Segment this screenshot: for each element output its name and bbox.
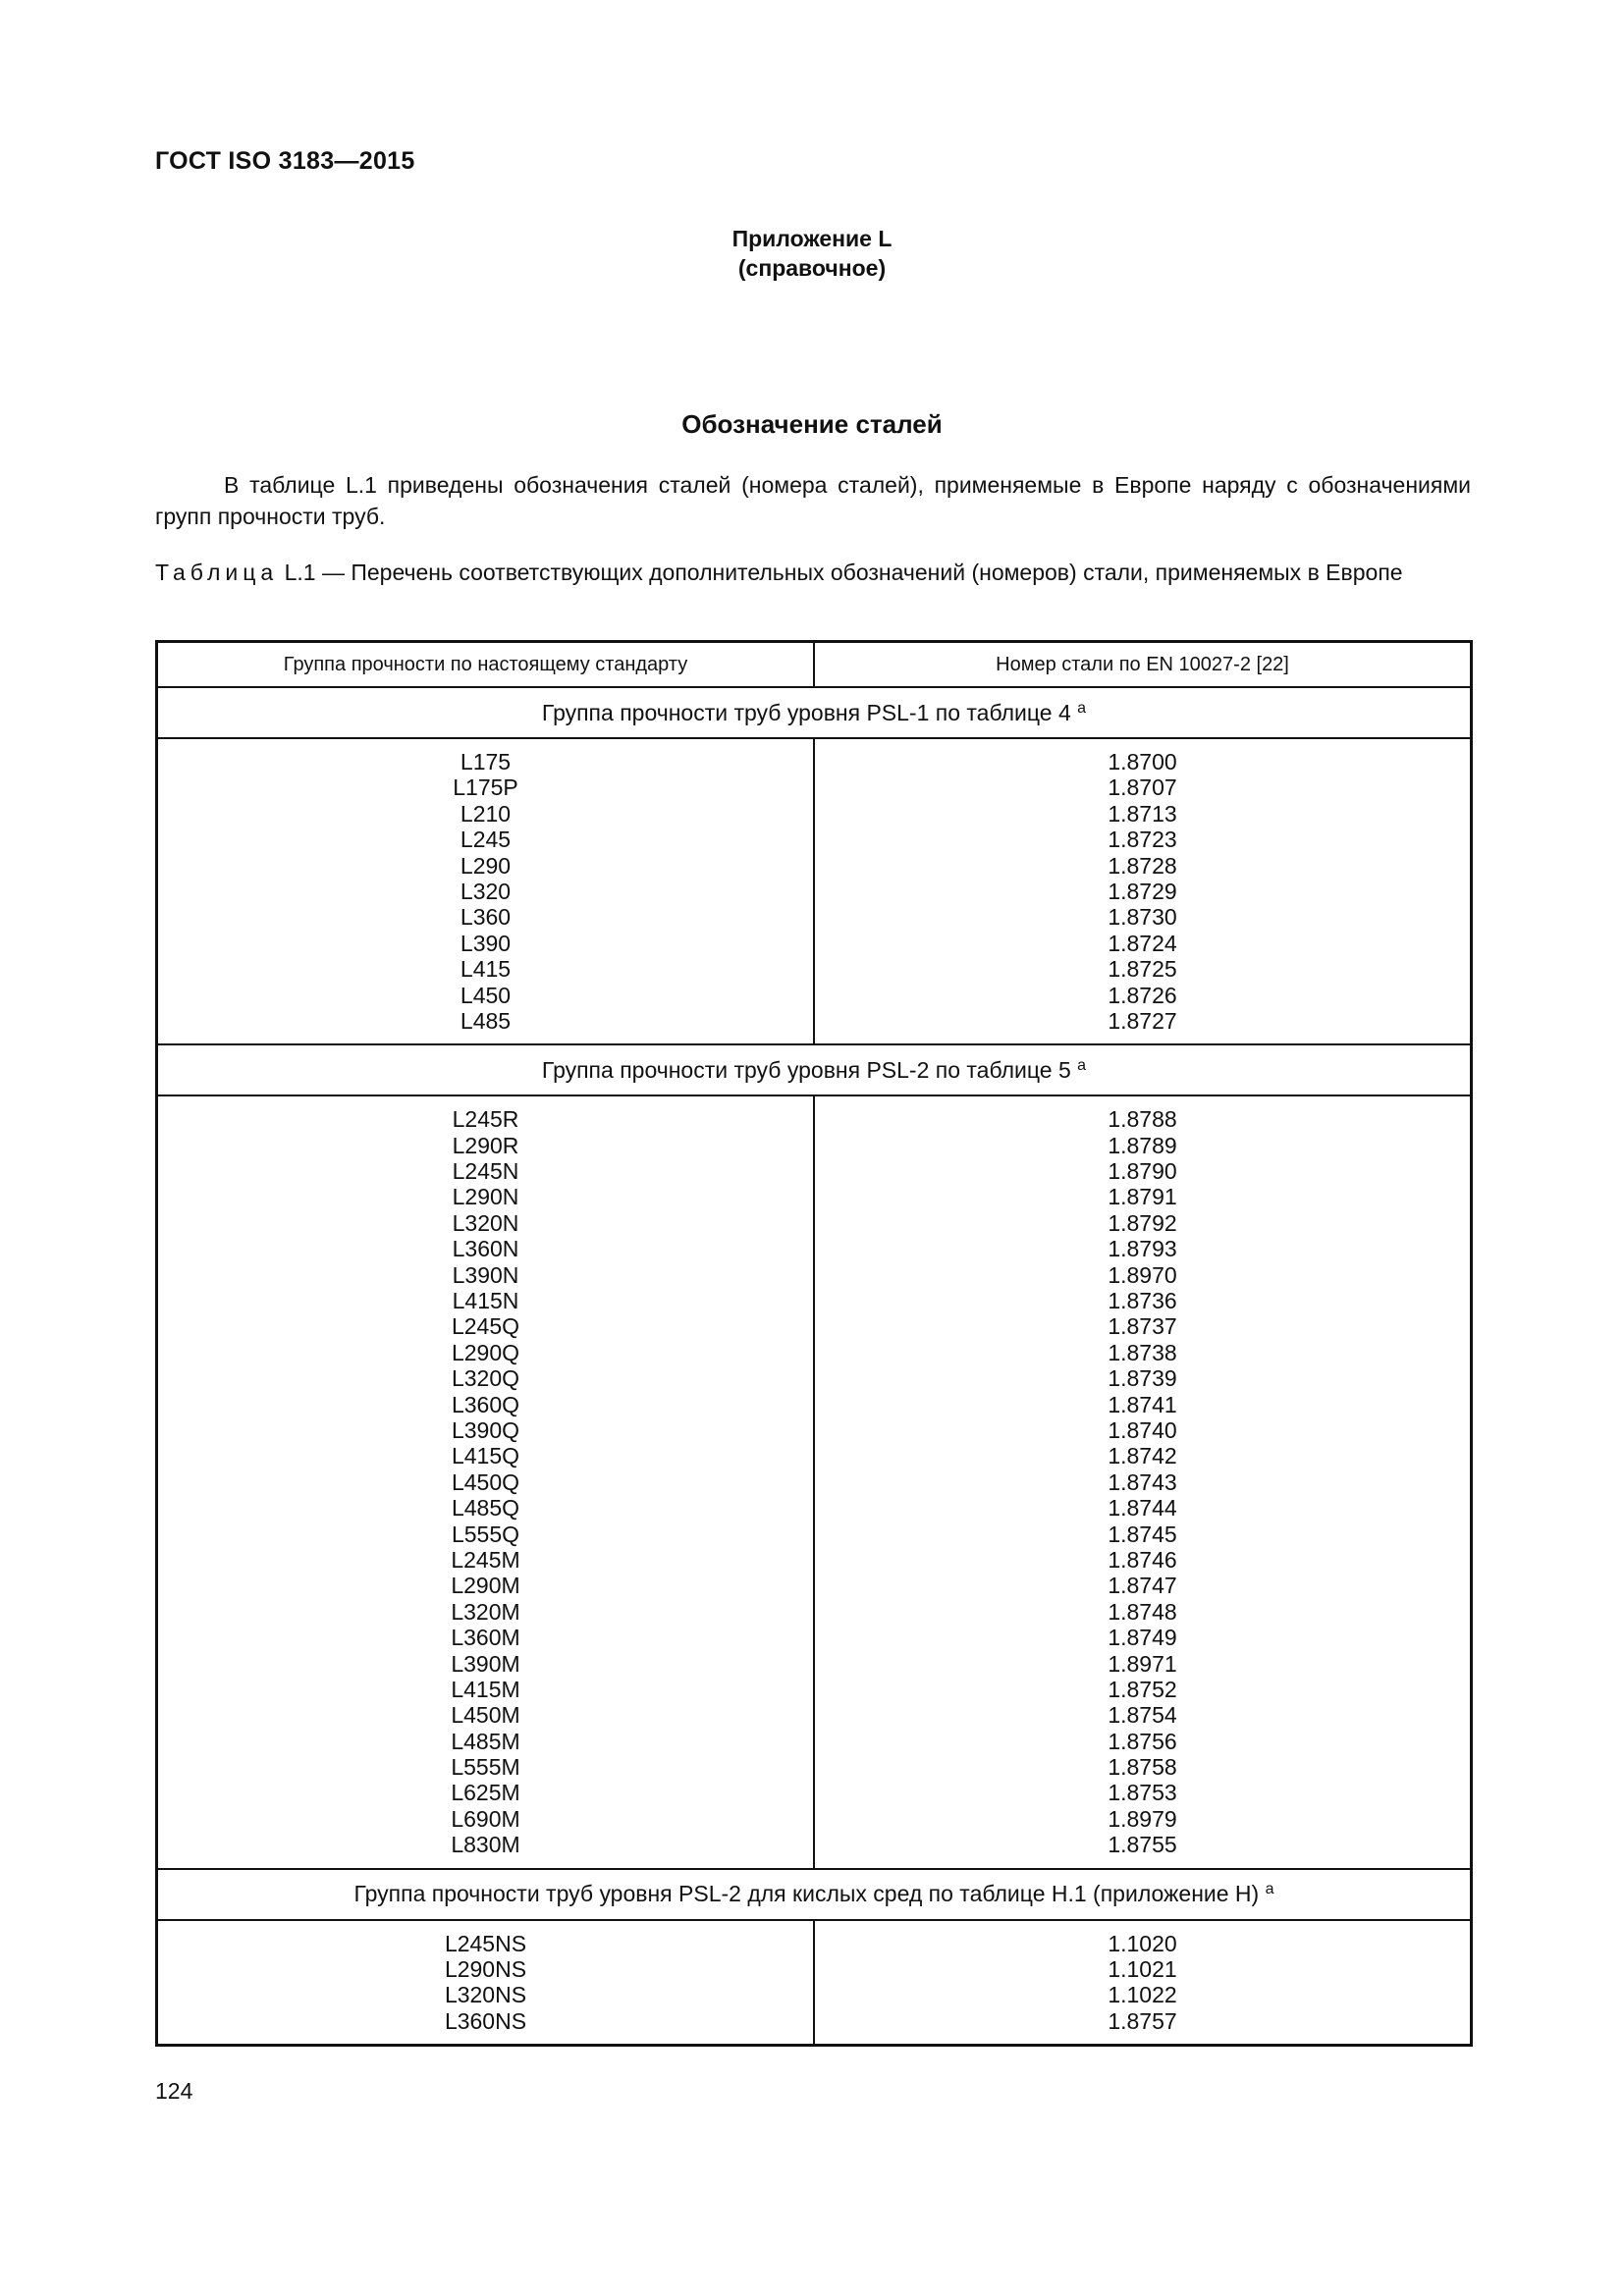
- strength-grade: L290M: [451, 1573, 520, 1599]
- strength-grade: L245M: [451, 1546, 520, 1573]
- strength-grade: L390M: [451, 1650, 520, 1677]
- group-heading-row: [157, 1044, 1472, 1095]
- intro-paragraph: [155, 469, 1471, 532]
- steel-number: 1.8755: [1108, 1832, 1177, 1858]
- steel-number: 1.1021: [1108, 1956, 1177, 1983]
- steel-number: 1.8746: [1108, 1546, 1177, 1573]
- strength-grade: L245: [460, 827, 512, 853]
- group-heading-text: Группа прочности труб уровня PSL-1 по таблице 4: [541, 699, 1071, 725]
- strength-grade: L245Q: [451, 1313, 520, 1340]
- strength-grade: L210: [460, 800, 512, 827]
- strength-grade: L360Q: [451, 1391, 520, 1417]
- steel-number: 1.8753: [1108, 1780, 1177, 1806]
- steel-number: 1.8752: [1108, 1676, 1177, 1702]
- strength-grade: L485: [460, 1007, 512, 1034]
- column-header-steel-number: Номер стали по EN 10027-2 [22]: [814, 642, 1472, 688]
- steel-number: 1.8742: [1108, 1443, 1177, 1469]
- steel-number: 1.8971: [1108, 1650, 1177, 1677]
- steel-number: 1.8707: [1108, 774, 1177, 801]
- group-data-row: [157, 1920, 1472, 2046]
- steel-number: 1.8724: [1108, 930, 1177, 956]
- group-heading: [157, 1869, 1472, 1920]
- steel-number: 1.8792: [1108, 1209, 1177, 1236]
- steel-number: 1.8738: [1108, 1339, 1177, 1365]
- strength-grade: L290N: [452, 1184, 519, 1210]
- steel-number: 1.8727: [1108, 1007, 1177, 1034]
- steel-number: 1.8723: [1108, 827, 1177, 853]
- steel-number: 1.1020: [1108, 1930, 1177, 1956]
- steel-number: 1.8790: [1108, 1158, 1177, 1185]
- table-caption: [155, 557, 1471, 588]
- strength-grade: L555Q: [451, 1521, 520, 1547]
- group-heading: [157, 1044, 1472, 1095]
- steel-number: 1.8740: [1108, 1416, 1177, 1443]
- strength-grade: L415Q: [451, 1443, 520, 1469]
- strength-grade: L175: [460, 749, 512, 774]
- steel-number: 1.8756: [1108, 1728, 1177, 1754]
- strength-grade: L175P: [453, 774, 518, 801]
- table-body: [157, 687, 1472, 2046]
- table-header-row: [157, 642, 1472, 688]
- group-heading-text: Группа прочности труб уровня PSL-2 для кислых сред по таблице H.1 (приложение H): [353, 1881, 1260, 1907]
- strength-grade: L290Q: [451, 1339, 520, 1365]
- group-heading-row: [157, 687, 1472, 738]
- steel-number: 1.8725: [1108, 956, 1177, 983]
- steel-number: 1.1022: [1108, 1982, 1177, 2008]
- group-data-row: [157, 738, 1472, 1044]
- group-heading-text: Группа прочности труб уровня PSL-2 по таблице 5: [541, 1056, 1071, 1083]
- steel-number: 1.8736: [1108, 1288, 1177, 1314]
- strength-grade: L390: [460, 930, 512, 956]
- steel-number: 1.8713: [1108, 800, 1177, 827]
- strength-grade: L320NS: [444, 1982, 527, 2008]
- group-data-row: [157, 1095, 1472, 1868]
- strength-grade: L320N: [452, 1209, 519, 1236]
- intro-text: В таблице L.1 приведены обозначения сталей (номера сталей), применяемые в Европе наряду с обозначениями групп прочности труб.: [155, 472, 1471, 529]
- strength-grade: L245R: [452, 1106, 519, 1133]
- grade-list-cell: [157, 738, 815, 1044]
- steel-number: 1.8745: [1108, 1521, 1177, 1547]
- steel-number: 1.8758: [1108, 1754, 1177, 1781]
- steel-number-list-cell: [814, 738, 1472, 1044]
- annex-title: Приложение L: [731, 226, 893, 251]
- grade-list-cell: [157, 1920, 815, 2046]
- strength-grade: L555M: [451, 1754, 520, 1781]
- steel-number: 1.8729: [1108, 878, 1177, 904]
- steel-number: 1.8757: [1108, 2007, 1177, 2034]
- steel-number: 1.8788: [1108, 1106, 1177, 1133]
- strength-grade: L290R: [452, 1132, 519, 1158]
- steel-number: 1.8793: [1108, 1236, 1177, 1262]
- annex-status: (справочное): [737, 255, 887, 281]
- page-number: 124: [155, 2078, 193, 2104]
- strength-grade: L450: [460, 982, 512, 1008]
- strength-grade: L415: [460, 956, 512, 983]
- steel-number: 1.8739: [1108, 1365, 1177, 1392]
- footnote-marker: a: [1077, 1056, 1087, 1074]
- steel-number: 1.8744: [1108, 1495, 1177, 1522]
- strength-grade: L690M: [451, 1805, 520, 1832]
- steel-number: 1.8749: [1108, 1625, 1177, 1651]
- steel-number: 1.8754: [1108, 1702, 1177, 1729]
- steel-number: 1.8789: [1108, 1132, 1177, 1158]
- steel-number: 1.8730: [1108, 904, 1177, 931]
- strength-grade: L245N: [452, 1158, 519, 1185]
- strength-grade: L485Q: [451, 1495, 520, 1522]
- table-label: Таблица: [155, 560, 279, 585]
- strength-grade: L390Q: [451, 1416, 520, 1443]
- strength-grade: L450M: [451, 1702, 520, 1729]
- steel-number: 1.8700: [1108, 749, 1177, 774]
- annex-heading: [0, 224, 1624, 283]
- strength-grade: L290NS: [444, 1956, 527, 1983]
- steel-number: 1.8743: [1108, 1468, 1177, 1495]
- group-heading-row: [157, 1869, 1472, 1920]
- steel-number: 1.8748: [1108, 1598, 1177, 1625]
- strength-grade: L450Q: [451, 1468, 520, 1495]
- strength-grade: L290: [460, 852, 512, 879]
- table-caption-text: L.1 — Перечень соответствующих дополнительных обозначений (номеров) стали, применяемых в Европе: [284, 560, 1403, 585]
- column-header-grade: Группа прочности по настоящему стандарту: [157, 642, 815, 688]
- section-title: Обозначение сталей: [681, 409, 943, 439]
- steel-number: 1.8747: [1108, 1573, 1177, 1599]
- footnote-marker: a: [1265, 1881, 1274, 1898]
- strength-grade: L830M: [451, 1832, 520, 1858]
- document-header: ГОСТ ISO 3183—2015: [155, 147, 415, 175]
- steel-number: 1.8741: [1108, 1391, 1177, 1417]
- strength-grade: L415N: [452, 1288, 519, 1314]
- steel-number: 1.8791: [1108, 1184, 1177, 1210]
- strength-grade: L360: [460, 904, 512, 931]
- steel-designation-table: [155, 640, 1473, 2047]
- footnote-marker: a: [1077, 699, 1087, 717]
- steel-number: 1.8726: [1108, 982, 1177, 1008]
- steel-number: 1.8979: [1108, 1805, 1177, 1832]
- steel-number: 1.8970: [1108, 1261, 1177, 1288]
- strength-grade: L360NS: [444, 2007, 527, 2034]
- strength-grade: L485M: [451, 1728, 520, 1754]
- strength-grade: L625M: [451, 1780, 520, 1806]
- strength-grade: L360N: [452, 1236, 519, 1262]
- strength-grade: L360M: [451, 1625, 520, 1651]
- group-heading: [157, 687, 1472, 738]
- strength-grade: L320: [460, 878, 512, 904]
- strength-grade: L415M: [451, 1676, 520, 1702]
- strength-grade: L320Q: [451, 1365, 520, 1392]
- grade-list-cell: [157, 1095, 815, 1868]
- steel-number-list-cell: [814, 1920, 1472, 2046]
- strength-grade: L320M: [451, 1598, 520, 1625]
- strength-grade: L245NS: [444, 1930, 527, 1956]
- strength-grade: L390N: [452, 1261, 519, 1288]
- steel-number: 1.8728: [1108, 852, 1177, 879]
- steel-number: 1.8737: [1108, 1313, 1177, 1340]
- steel-number-list-cell: [814, 1095, 1472, 1868]
